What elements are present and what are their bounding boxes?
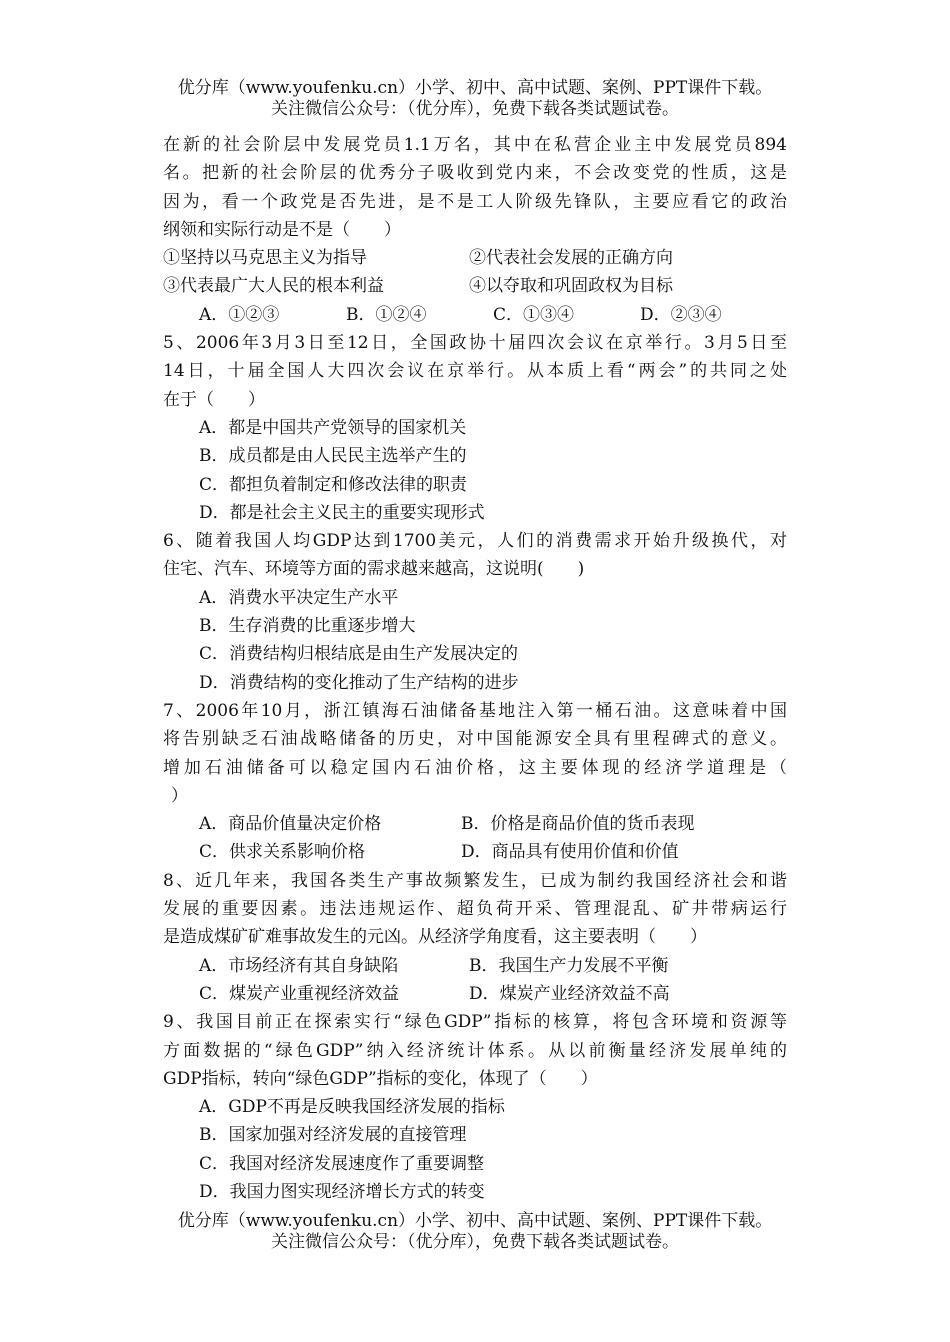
header-line-1: 优分库（www.youfenku.cn）小学、初中、高中试题、案例、PPT课件下载。	[177, 78, 773, 98]
option-b: B．生存消费的比重逐步增大	[199, 616, 416, 637]
option-a: A．GDP不再是反映我国经济发展的指标	[199, 1097, 505, 1118]
option-c: C．消费结构归根结底是由生产发展决定的	[199, 644, 519, 665]
option-d: D．煤炭产业经济效益不高	[469, 983, 670, 1004]
statement-item: ②代表社会发展的正确方向	[469, 248, 673, 269]
question-5	[163, 329, 787, 527]
statement-row	[163, 272, 787, 300]
option-row	[163, 810, 787, 838]
option-b: B．国家加强对经济发展的直接管理	[199, 1125, 467, 1146]
option-c: C．①③④	[493, 304, 575, 325]
question-9	[163, 1008, 787, 1206]
question-text-line: 9、我国目前正在探索实行“绿色GDP”指标的核算，将包含环境和资源等	[163, 1012, 787, 1033]
option-c: C．煤炭产业重视经济效益	[199, 983, 400, 1004]
question-text-line: 14日，十届全国人大四次会议在京举行。从本质上看“两会”的共同之处	[163, 361, 787, 382]
question-text-line: 名。把新的社会阶层的优秀分子吸收到党内来，不会改变党的性质，这是	[163, 163, 787, 184]
question-8	[163, 867, 787, 1008]
option-d: D．都是社会主义民主的重要实现形式	[199, 502, 485, 523]
option-row	[163, 952, 787, 980]
page-header	[0, 78, 950, 120]
option-a: A．消费水平决定生产水平	[199, 587, 399, 608]
footer-line-2: 关注微信公众号：（优分库），免费下载各类试题试卷。	[271, 1232, 679, 1252]
question-body	[163, 131, 787, 1206]
header-line-2: 关注微信公众号：（优分库），免费下载各类试题试卷。	[271, 99, 679, 119]
question-text-line: 5、2006年3月3日至12日，全国政协十届四次会议在京举行。3月5日至	[163, 333, 787, 354]
question-4	[163, 131, 787, 329]
question-text-line: 因为，看一个政党是否先进，是不是工人阶级先锋队，主要应看它的政治	[163, 191, 787, 212]
option-d: D．商品具有使用价值和价值	[461, 842, 679, 863]
question-text-line: 8、近几年来，我国各类生产事故频繁发生，已成为制约我国经济社会和谐	[163, 870, 787, 891]
question-text-line: 6、随着我国人均GDP达到1700美元，人们的消费需求开始升级换代，对	[163, 531, 787, 552]
question-text-line: 方面数据的“绿色GDP”纳入经济统计体系。从以前衡量经济发展单纯的	[163, 1040, 787, 1061]
question-text-line: 是造成煤矿矿难事故发生的元凶。从经济学角度看，这主要表明（ ）	[163, 927, 707, 948]
question-text-line: 在于（ ）	[163, 389, 265, 410]
statement-item: ③代表最广大人民的根本利益	[163, 276, 384, 297]
option-row	[163, 980, 787, 1008]
statement-row	[163, 244, 787, 272]
option-a: A．市场经济有其自身缺陷	[199, 955, 399, 976]
question-7	[163, 697, 787, 867]
option-a: A．商品价值量决定价格	[199, 814, 382, 835]
option-d: D．我国力图实现经济增长方式的转变	[199, 1181, 485, 1202]
footer-line-1: 优分库（www.youfenku.cn）小学、初中、高中试题、案例、PPT课件下载。	[177, 1211, 773, 1231]
option-c: C．供求关系影响价格	[199, 842, 366, 863]
option-d: D．②③④	[640, 304, 722, 325]
question-text-line: 增加石油储备可以稳定国内石油价格，这主要体现的经济学道理是（	[163, 757, 787, 778]
question-text-line: 纲领和实际行动是不是（ ）	[163, 219, 401, 240]
option-a: A．都是中国共产党领导的国家机关	[199, 417, 467, 438]
option-c: C．都担负着制定和修改法律的职责	[199, 474, 468, 495]
option-c: C．我国对经济发展速度作了重要调整	[199, 1153, 485, 1174]
option-a: A．①②③	[199, 304, 280, 325]
question-text-line: 发展的重要因素。违法违规运作、超负荷开采、管理混乱、矿井带病运行	[163, 899, 787, 920]
question-text-line: GDP指标，转向“绿色GDP”指标的变化，体现了（ ）	[163, 1068, 598, 1089]
question-text-line: 住宅、汽车、环境等方面的需求越来越高，这说明( )	[163, 559, 585, 580]
page-footer	[0, 1211, 950, 1253]
question-text-line: 将告别缺乏石油战略储备的历史，对中国能源安全具有里程碑式的意义。	[163, 729, 787, 750]
option-b: B．成员都是由人民民主选举产生的	[199, 446, 467, 467]
option-row	[163, 301, 787, 329]
question-text-line: ）	[171, 785, 188, 806]
option-b: B．我国生产力发展不平衡	[469, 955, 669, 976]
option-row	[163, 838, 787, 866]
option-d: D．消费结构的变化推动了生产结构的进步	[199, 672, 519, 693]
question-6	[163, 527, 787, 697]
statement-item: ④以夺取和巩固政权为目标	[469, 276, 673, 297]
question-text-line: 7、2006年10月，浙江镇海石油储备基地注入第一桶石油。这意味着中国	[163, 700, 787, 721]
question-text-line: 在新的社会阶层中发展党员1.1万名，其中在私营企业主中发展党员894	[163, 135, 787, 155]
option-b: B．价格是商品价值的货币表现	[461, 814, 695, 835]
statement-item: ①坚持以马克思主义为指导	[163, 248, 367, 269]
option-b: B．①②④	[346, 304, 427, 325]
